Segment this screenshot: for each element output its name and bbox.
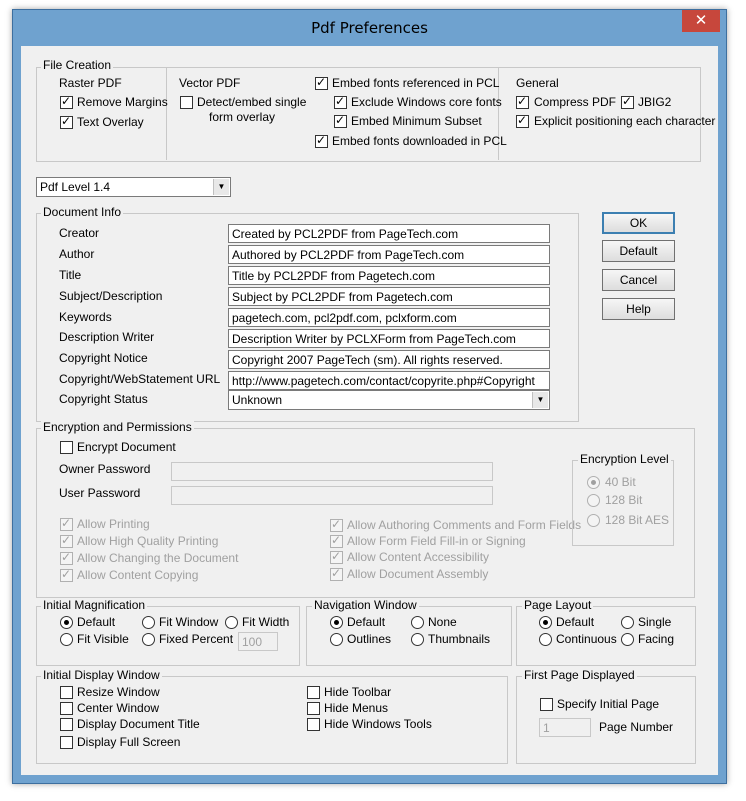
pdf-level-select[interactable] [36, 177, 231, 197]
copyright-notice-field[interactable]: Copyright 2007 PageTech (sm). All rights reserved. [228, 350, 550, 369]
hide-menus-checkbox[interactable] [307, 702, 320, 715]
embed-fonts-downloaded-checkbox[interactable] [315, 135, 328, 148]
initial-magnification-legend: Initial Magnification [43, 598, 146, 612]
fixed-percent-field[interactable]: 100 [238, 632, 278, 651]
copyright-status-value: Unknown [232, 393, 283, 407]
description-writer-field[interactable]: Description Writer by PCLXForm from PageTech.com [228, 329, 550, 348]
keywords-field[interactable]: pagetech.com, pcl2pdf.com, pclxform.com [228, 308, 550, 327]
hide-windows-tools-checkbox[interactable] [307, 718, 320, 731]
specify-initial-page-checkbox[interactable] [540, 698, 553, 711]
fit-window-radio[interactable] [142, 616, 155, 629]
single-radio[interactable] [621, 616, 634, 629]
fit-window-label: Fit Window [159, 615, 219, 629]
jbig2-checkbox[interactable] [621, 96, 634, 109]
user-password-label: User Password [59, 486, 141, 500]
pdf-level-value: Pdf Level 1.4 [40, 180, 111, 194]
fit-width-label: Fit Width [242, 615, 290, 629]
compress-pdf-label: Compress PDF [534, 95, 617, 109]
navigation-none-radio[interactable] [411, 616, 424, 629]
initial-display-legend: Initial Display Window [43, 668, 160, 682]
allow-form-fill-checkbox[interactable] [330, 535, 343, 548]
full-screen-checkbox[interactable] [60, 736, 73, 749]
thumbnails-radio[interactable] [411, 633, 424, 646]
outlines-radio[interactable] [330, 633, 343, 646]
chevron-down-icon[interactable]: ▼ [213, 179, 229, 195]
document-info-legend: Document Info [43, 205, 122, 219]
allow-form-fill-label: Allow Form Field Fill-in or Signing [347, 534, 526, 548]
pdf-preferences-window [12, 9, 727, 784]
navigation-none-label: None [428, 615, 457, 629]
magnification-default-label: Default [77, 615, 116, 629]
40-bit-radio[interactable] [587, 476, 600, 489]
exclude-core-fonts-checkbox[interactable] [334, 96, 347, 109]
allow-copying-checkbox[interactable] [60, 569, 73, 582]
specify-initial-page-label: Specify Initial Page [557, 697, 660, 711]
first-page-legend: First Page Displayed [524, 668, 635, 682]
default-button[interactable]: Default [602, 240, 675, 262]
128-bit-aes-radio[interactable] [587, 514, 600, 527]
window-title: Pdf Preferences [311, 19, 428, 37]
navigation-default-label: Default [347, 615, 386, 629]
40-bit-label: 40 Bit [605, 475, 636, 489]
owner-password-label: Owner Password [59, 462, 151, 476]
raster-pdf-heading: Raster PDF [59, 76, 122, 90]
copyright-status-select[interactable] [228, 390, 550, 410]
copyright-url-field[interactable]: http://www.pagetech.com/contact/copyrite.php#Copyright [228, 371, 550, 390]
continuous-label: Continuous [556, 632, 617, 646]
allow-assembly-checkbox[interactable] [330, 568, 343, 581]
author-field[interactable]: Authored by PCL2PDF from PageTech.com [228, 245, 550, 264]
creator-label: Creator [59, 226, 100, 240]
128-bit-aes-label: 128 Bit AES [605, 513, 670, 527]
keywords-label: Keywords [59, 310, 112, 324]
general-heading: General [516, 76, 559, 90]
hide-windows-tools-label: Hide Windows Tools [324, 717, 432, 731]
explicit-positioning-checkbox[interactable] [516, 115, 529, 128]
allow-changing-checkbox[interactable] [60, 552, 73, 565]
embed-minimum-subset-label: Embed Minimum Subset [351, 114, 482, 128]
thumbnails-label: Thumbnails [428, 632, 491, 646]
resize-window-checkbox[interactable] [60, 686, 73, 699]
copyright-url-label: Copyright/WebStatement URL [59, 372, 221, 386]
navigation-window-legend: Navigation Window [314, 598, 417, 612]
owner-password-field[interactable] [171, 462, 493, 481]
allow-authoring-comments-label: Allow Authoring Comments and Form Fields [347, 518, 582, 532]
author-label: Author [59, 247, 95, 261]
encrypt-document-checkbox[interactable] [60, 441, 73, 454]
encryption-legend: Encryption and Permissions [43, 420, 192, 434]
allow-copying-label: Allow Content Copying [77, 568, 199, 582]
encrypt-document-label: Encrypt Document [77, 440, 176, 454]
copyright-notice-label: Copyright Notice [59, 351, 148, 365]
title-label: Title [59, 268, 82, 282]
hide-toolbar-label: Hide Toolbar [324, 685, 392, 699]
embed-fonts-downloaded-label: Embed fonts downloaded in PCL [332, 134, 507, 148]
subject-label: Subject/Description [59, 289, 163, 303]
copyright-status-label: Copyright Status [59, 392, 148, 406]
title-bar[interactable] [13, 10, 726, 46]
layout-default-radio[interactable] [539, 616, 552, 629]
page-number-label: Page Number [599, 720, 674, 734]
detect-embed-label-2: form overlay [209, 110, 276, 124]
display-title-label: Display Document Title [77, 717, 200, 731]
128-bit-label: 128 Bit [605, 493, 643, 507]
dialog-client-area [21, 46, 718, 775]
divider [166, 67, 167, 160]
exclude-core-fonts-label: Exclude Windows core fonts [351, 95, 502, 109]
allow-changing-label: Allow Changing the Document [77, 551, 239, 565]
explicit-positioning-label: Explicit positioning each character [534, 114, 716, 128]
user-password-field[interactable] [171, 486, 493, 505]
continuous-radio[interactable] [539, 633, 552, 646]
hide-menus-label: Hide Menus [324, 701, 389, 715]
allow-accessibility-label: Allow Content Accessibility [347, 550, 490, 564]
embed-fonts-pcl-checkbox[interactable] [315, 77, 328, 90]
creator-field[interactable]: Created by PCL2PDF from PageTech.com [228, 224, 550, 243]
facing-label: Facing [638, 632, 675, 646]
page-number-field[interactable]: 1 [539, 718, 591, 737]
jbig2-label: JBIG2 [638, 95, 672, 109]
allow-high-quality-printing-checkbox[interactable] [60, 535, 73, 548]
allow-printing-label: Allow Printing [77, 517, 150, 531]
vector-pdf-heading: Vector PDF [179, 76, 241, 90]
text-overlay-checkbox[interactable] [60, 116, 73, 129]
fit-visible-label: Fit Visible [77, 632, 129, 646]
magnification-default-radio[interactable] [60, 616, 73, 629]
compress-pdf-checkbox[interactable] [516, 96, 529, 109]
outlines-label: Outlines [347, 632, 392, 646]
128-bit-radio[interactable] [587, 494, 600, 507]
embed-minimum-subset-checkbox[interactable] [334, 115, 347, 128]
text-overlay-label: Text Overlay [77, 115, 144, 129]
full-screen-label: Display Full Screen [77, 735, 181, 749]
detect-embed-overlay-checkbox[interactable] [180, 96, 193, 109]
fit-width-radio[interactable] [225, 616, 238, 629]
single-label: Single [638, 615, 672, 629]
hide-toolbar-checkbox[interactable] [307, 686, 320, 699]
resize-window-label: Resize Window [77, 685, 160, 699]
navigation-default-radio[interactable] [330, 616, 343, 629]
cancel-button[interactable]: Cancel [602, 269, 675, 291]
allow-accessibility-checkbox[interactable] [330, 551, 343, 564]
fixed-percent-label: Fixed Percent [159, 632, 234, 646]
embed-fonts-pcl-label: Embed fonts referenced in PCL [332, 76, 500, 90]
encryption-level-legend: Encryption Level [580, 452, 669, 466]
remove-margins-label: Remove Margins [77, 95, 168, 109]
title-field[interactable]: Title by PCL2PDF from Pagetech.com [228, 266, 550, 285]
display-title-checkbox[interactable] [60, 718, 73, 731]
detect-embed-label: Detect/embed single [197, 95, 307, 109]
center-window-checkbox[interactable] [60, 702, 73, 715]
allow-high-quality-printing-label: Allow High Quality Printing [77, 534, 219, 548]
allow-printing-checkbox[interactable] [60, 518, 73, 531]
center-window-label: Center Window [77, 701, 160, 715]
allow-authoring-comments-checkbox[interactable] [330, 519, 343, 532]
fit-visible-radio[interactable] [60, 633, 73, 646]
ok-button[interactable]: OK [602, 212, 675, 234]
remove-margins-checkbox[interactable] [60, 96, 73, 109]
description-writer-label: Description Writer [59, 330, 155, 344]
close-button[interactable]: ✕ [682, 10, 720, 32]
subject-field[interactable]: Subject by PCL2PDF from Pagetech.com [228, 287, 550, 306]
allow-assembly-label: Allow Document Assembly [347, 567, 489, 581]
page-layout-legend: Page Layout [524, 598, 592, 612]
help-button[interactable]: Help [602, 298, 675, 320]
fixed-percent-radio[interactable] [142, 633, 155, 646]
facing-radio[interactable] [621, 633, 634, 646]
chevron-down-icon[interactable]: ▼ [532, 392, 548, 408]
layout-default-label: Default [556, 615, 595, 629]
file-creation-legend: File Creation [43, 58, 112, 72]
